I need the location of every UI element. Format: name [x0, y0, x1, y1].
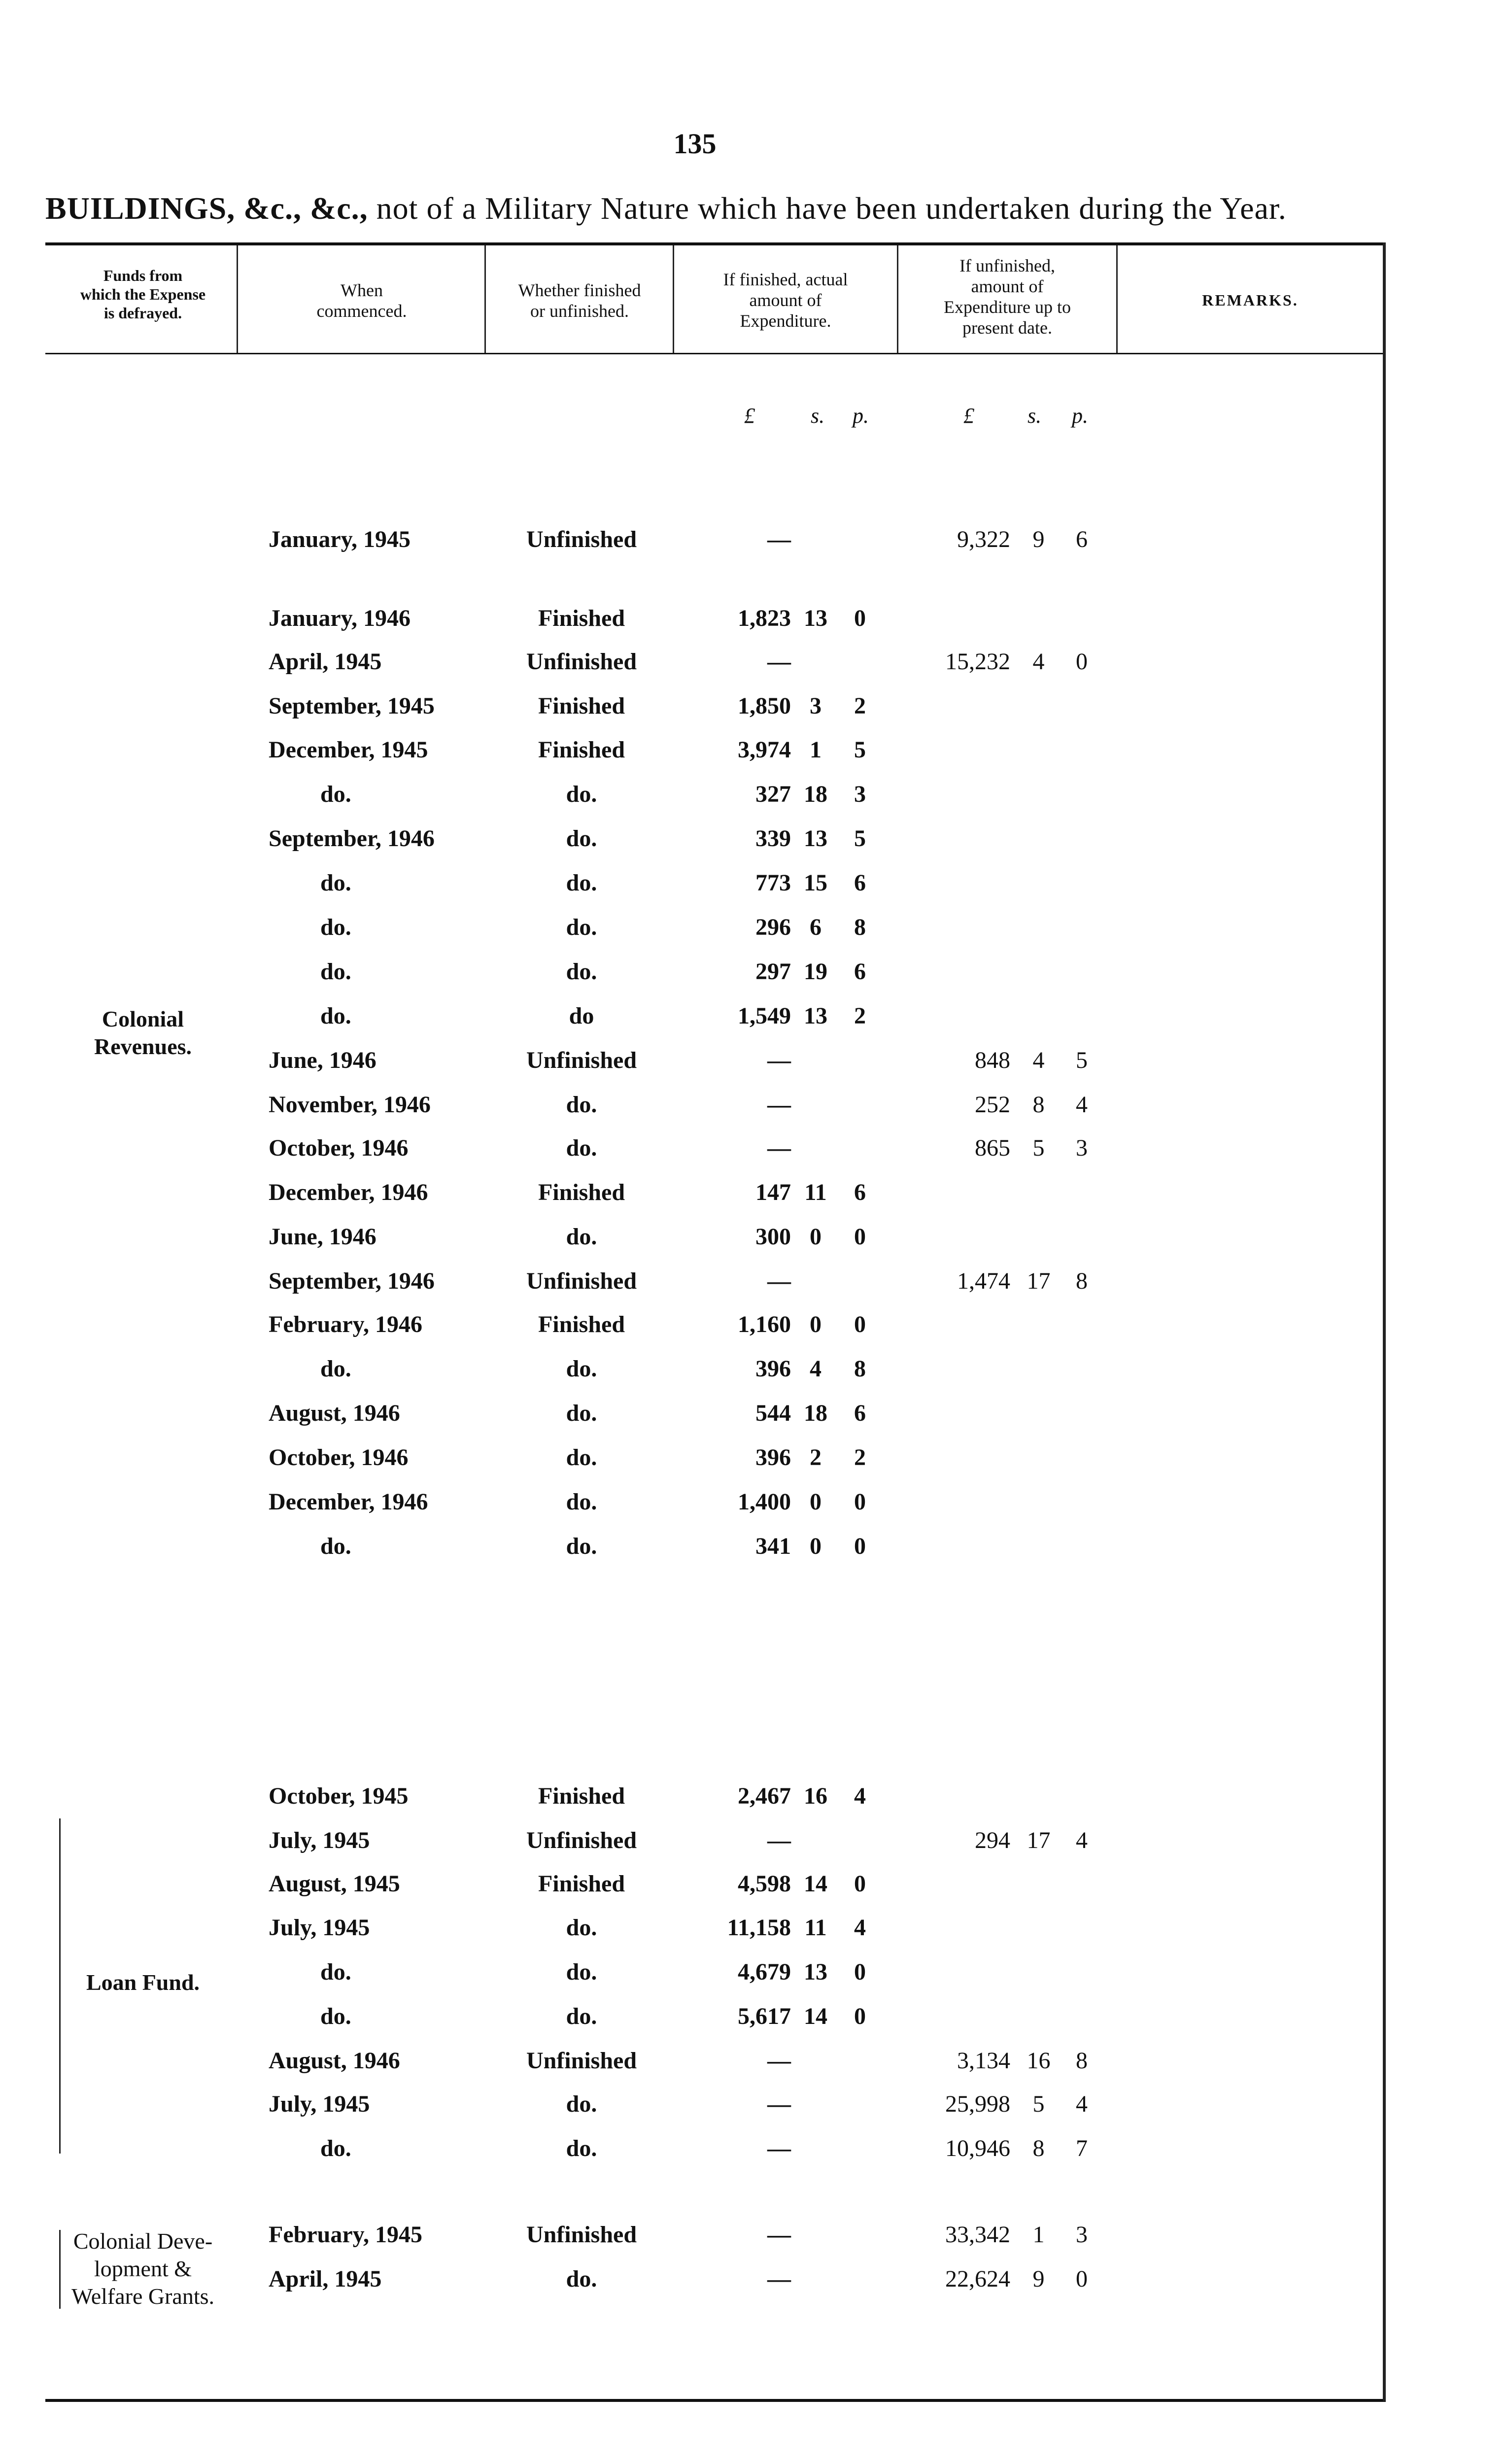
cell-fin-pence: 0 [854, 1224, 866, 1250]
cell-unf-pence: 3 [1076, 2222, 1088, 2248]
cell-fin-shillings: 0 [810, 1224, 822, 1250]
cell-when: do. [320, 1356, 351, 1382]
table-row [0, 1347, 1507, 1391]
table-row [0, 1818, 1507, 1863]
header-finished-line1: If finished, actual [723, 270, 848, 289]
cell-status: do. [566, 1959, 597, 1985]
header-status [486, 280, 673, 321]
cell-status: do. [566, 1533, 597, 1559]
cell-unf-shillings: 16 [1027, 2048, 1051, 2074]
cell-fin-shillings: 14 [804, 2003, 827, 2029]
cell-fin-pounds: — [767, 1092, 791, 1118]
cell-fin-pounds: 296 [755, 914, 791, 940]
cell-fin-shillings: 13 [804, 825, 827, 852]
cell-fin-pence: 2 [854, 1444, 866, 1471]
title-bold: BUILDINGS, &c., &c., [45, 191, 368, 226]
cell-when: October, 1945 [269, 1783, 409, 1809]
header-unfinished-line3: Expenditure up to [944, 297, 1071, 317]
cell-status: do. [566, 870, 597, 896]
header-finished-line3: Expenditure. [740, 311, 831, 331]
cell-when: December, 1946 [269, 1489, 428, 1515]
cell-when: August, 1945 [269, 1871, 400, 1897]
cell-when: July, 1945 [269, 2091, 370, 2117]
cell-fin-pounds: 4,679 [738, 1959, 791, 1985]
cell-status: do. [566, 1915, 597, 1941]
cell-fin-pounds: 339 [755, 825, 791, 852]
cell-status: Finished [538, 605, 625, 631]
cell-unf-shillings: 4 [1032, 649, 1045, 675]
cell-fin-pounds: 1,549 [738, 1003, 791, 1029]
cell-fin-pence: 4 [854, 1783, 866, 1809]
cell-status: Unfinished [526, 2222, 637, 2248]
group-cdw-line1: Colonial Deve- [73, 2228, 213, 2254]
cell-fin-pence: 3 [854, 781, 866, 807]
cell-status: do. [566, 914, 597, 940]
unit-shillings-unfinished: s. [1028, 404, 1042, 428]
cell-fin-pounds: 341 [755, 1533, 791, 1559]
cell-status: do. [566, 1092, 597, 1118]
cell-fin-pence: 6 [854, 958, 866, 985]
table-row [0, 2082, 1507, 2126]
table-row [0, 1480, 1507, 1524]
cell-status: Finished [538, 1311, 625, 1337]
cell-fin-pence: 0 [854, 1489, 866, 1515]
group-colonial-revenues-line2: Revenues. [94, 1034, 192, 1059]
cell-when: January, 1945 [269, 526, 411, 552]
table-row [0, 1906, 1507, 1950]
header-unfinished-amount [898, 255, 1116, 338]
cell-when: do. [320, 2135, 351, 2161]
cell-fin-shillings: 0 [810, 1533, 822, 1559]
cell-fin-shillings: 18 [804, 1400, 827, 1426]
unit-pence-unfinished: p. [1072, 404, 1088, 428]
cell-status: do. [566, 1400, 597, 1426]
cell-fin-pence: 0 [854, 1533, 866, 1559]
group-loan-fund: Loan Fund. [86, 1970, 200, 1995]
cell-status: do. [566, 2091, 597, 2117]
cell-unf-pounds: 865 [975, 1135, 1010, 1161]
cell-unf-pounds: 9,322 [957, 526, 1010, 552]
cell-unf-shillings: 5 [1032, 1135, 1045, 1161]
cell-status: do. [566, 781, 597, 807]
cell-fin-shillings: 13 [804, 1959, 827, 1985]
group-cdw-line2: lopment & [94, 2256, 192, 2281]
header-status-line1: Whether finished [518, 280, 641, 300]
table-row [0, 2039, 1507, 2083]
cell-fin-pounds: 396 [755, 1444, 791, 1471]
table-top-rule [45, 242, 1386, 245]
cell-status: do. [566, 2003, 597, 2029]
cell-fin-pounds: 3,974 [738, 737, 791, 763]
table-row [0, 596, 1507, 641]
cell-fin-pounds: — [767, 2048, 791, 2074]
cell-unf-pence: 5 [1076, 1047, 1088, 1073]
cell-fin-pence: 0 [854, 1871, 866, 1897]
cell-fin-pence: 2 [854, 693, 866, 719]
cell-fin-pence: 5 [854, 737, 866, 763]
table-row [0, 1083, 1507, 1127]
cell-fin-pence: 4 [854, 1915, 866, 1941]
unit-pence-finished: p. [853, 404, 869, 428]
cell-unf-pence: 0 [1076, 649, 1088, 675]
cell-unf-pence: 4 [1076, 1092, 1088, 1118]
cell-fin-shillings: 6 [810, 914, 822, 940]
table-row [0, 1436, 1507, 1480]
table-row [0, 517, 1507, 562]
cell-status: Unfinished [526, 2048, 637, 2074]
group-cdw-line3: Welfare Grants. [71, 2284, 215, 2309]
header-finished-amount [674, 269, 897, 331]
cell-status: do. [566, 1224, 597, 1250]
cell-fin-pence: 5 [854, 825, 866, 852]
cell-fin-pounds: — [767, 1268, 791, 1294]
header-finished-line2: amount of [749, 290, 822, 310]
table-row [0, 2257, 1507, 2301]
cell-when: November, 1946 [269, 1092, 431, 1118]
cell-unf-pence: 6 [1076, 526, 1088, 552]
cell-when: February, 1945 [269, 2222, 422, 2248]
header-when-line1: When [341, 280, 383, 300]
cell-fin-pounds: 11,158 [727, 1915, 791, 1941]
cell-unf-pounds: 252 [975, 1092, 1010, 1118]
cell-when: do. [320, 1003, 351, 1029]
table-row [0, 772, 1507, 817]
cell-fin-shillings: 19 [804, 958, 827, 985]
cell-fin-shillings: 11 [804, 1915, 827, 1941]
cell-when: September, 1945 [269, 693, 435, 719]
cell-status: Finished [538, 1783, 625, 1809]
cell-status: Unfinished [526, 1268, 637, 1294]
table-row [0, 2213, 1507, 2257]
cell-when: September, 1946 [269, 1268, 435, 1294]
cell-fin-pounds: 544 [755, 1400, 791, 1426]
header-when-line2: commenced. [316, 301, 407, 321]
cell-status: do. [566, 825, 597, 852]
cell-unf-pounds: 848 [975, 1047, 1010, 1073]
cell-when: do. [320, 1533, 351, 1559]
header-funds-line1: Funds from [103, 267, 183, 284]
cell-status: Unfinished [526, 1827, 637, 1853]
cell-unf-shillings: 9 [1032, 526, 1045, 552]
cell-unf-pence: 4 [1076, 1827, 1088, 1853]
table-row [0, 1524, 1507, 1569]
cell-unf-shillings: 4 [1032, 1047, 1045, 1073]
cell-fin-shillings: 18 [804, 781, 827, 807]
header-unfinished-line2: amount of [971, 276, 1044, 296]
cell-when: February, 1946 [269, 1311, 422, 1337]
cell-fin-shillings: 0 [810, 1489, 822, 1515]
cell-when: do. [320, 870, 351, 896]
cell-fin-pounds: — [767, 1047, 791, 1073]
cell-unf-pounds: 294 [975, 1827, 1010, 1853]
cell-when: December, 1945 [269, 737, 428, 763]
cell-status: do. [566, 1356, 597, 1382]
header-remarks: REMARKS. [1202, 291, 1299, 309]
cell-unf-pounds: 10,946 [945, 2135, 1010, 2161]
table-row [0, 728, 1507, 772]
header-unfinished-line1: If unfinished, [959, 256, 1055, 275]
table-row [0, 1994, 1507, 2039]
table-row [0, 2126, 1507, 2171]
cell-fin-pounds: 396 [755, 1356, 791, 1382]
cell-fin-pence: 0 [854, 1311, 866, 1337]
cell-fin-pounds: — [767, 1135, 791, 1161]
cell-when: October, 1946 [269, 1135, 409, 1161]
cell-when: October, 1946 [269, 1444, 409, 1471]
cell-unf-pence: 8 [1076, 2048, 1088, 2074]
header-when [239, 280, 484, 321]
cell-status: do. [566, 1135, 597, 1161]
cell-fin-pounds: 1,400 [738, 1489, 791, 1515]
cell-fin-pounds: — [767, 649, 791, 675]
cell-unf-pence: 4 [1076, 2091, 1088, 2117]
cell-when: June, 1946 [269, 1047, 377, 1073]
table-row [0, 684, 1507, 728]
cell-unf-pence: 3 [1076, 1135, 1088, 1161]
cell-fin-pence: 0 [854, 1959, 866, 1985]
cell-status: do. [566, 1444, 597, 1471]
cell-fin-pounds: — [767, 526, 791, 552]
cell-fin-pence: 2 [854, 1003, 866, 1029]
table-header-rule [45, 353, 1386, 354]
cell-fin-shillings: 2 [810, 1444, 822, 1471]
cell-fin-shillings: 11 [804, 1179, 827, 1205]
cell-status: do. [566, 1489, 597, 1515]
cell-when: January, 1946 [269, 605, 411, 631]
cell-when: do. [320, 781, 351, 807]
cell-when: April, 1945 [269, 2266, 382, 2292]
cell-when: August, 1946 [269, 1400, 400, 1426]
cell-unf-pounds: 1,474 [957, 1268, 1010, 1294]
page-title [45, 190, 1445, 227]
cell-unf-pence: 0 [1076, 2266, 1088, 2292]
table-row [0, 1862, 1507, 1906]
cell-unf-shillings: 17 [1027, 1268, 1051, 1294]
cell-fin-pounds: — [767, 1827, 791, 1853]
cell-fin-pence: 0 [854, 2003, 866, 2029]
cell-when: July, 1945 [269, 1915, 370, 1941]
table-bottom-rule [45, 2399, 1386, 2402]
cell-fin-pounds: 5,617 [738, 2003, 791, 2029]
cell-status: Unfinished [526, 649, 637, 675]
cell-when: do. [320, 1959, 351, 1985]
cell-unf-pounds: 3,134 [957, 2048, 1010, 2074]
cell-fin-shillings: 0 [810, 1311, 822, 1337]
cell-fin-shillings: 14 [804, 1871, 827, 1897]
table-row [0, 994, 1507, 1038]
cell-fin-pounds: — [767, 2135, 791, 2161]
cell-status: Unfinished [526, 526, 637, 552]
cell-fin-pence: 6 [854, 1179, 866, 1205]
header-funds-line3: is defrayed. [103, 304, 182, 322]
page-number: 135 [673, 128, 717, 160]
table-row [0, 1038, 1507, 1083]
cell-status: do. [566, 958, 597, 985]
cell-fin-pounds: — [767, 2091, 791, 2117]
cell-status: Unfinished [526, 1047, 637, 1073]
cell-unf-shillings: 9 [1032, 2266, 1045, 2292]
cell-unf-shillings: 8 [1032, 2135, 1045, 2161]
cell-when: September, 1946 [269, 825, 435, 852]
cell-fin-pence: 8 [854, 914, 866, 940]
col-divider-funds [237, 245, 238, 353]
cell-unf-pounds: 15,232 [945, 649, 1010, 675]
header-status-line2: or unfinished. [530, 301, 629, 321]
cell-status: Finished [538, 737, 625, 763]
table-row [0, 905, 1507, 950]
cell-status: do. [566, 2266, 597, 2292]
table-row [0, 1391, 1507, 1436]
cell-status: do. [566, 2135, 597, 2161]
cell-fin-pounds: 4,598 [738, 1871, 791, 1897]
title-rest: not of a Military Nature which have been undertaken during the Year. [376, 191, 1287, 226]
table-row [0, 640, 1507, 684]
cell-fin-pounds: — [767, 2266, 791, 2292]
group-colonial-revenues-line1: Colonial [102, 1006, 184, 1031]
table-row [0, 1774, 1507, 1818]
cell-fin-shillings: 15 [804, 870, 827, 896]
unit-pounds-unfinished: £ [963, 404, 974, 428]
cell-unf-shillings: 8 [1032, 1092, 1045, 1118]
cell-unf-shillings: 1 [1032, 2222, 1045, 2248]
cell-fin-pence: 6 [854, 870, 866, 896]
cell-when: July, 1945 [269, 1827, 370, 1853]
cell-fin-pence: 6 [854, 1400, 866, 1426]
cell-fin-pounds: 327 [755, 781, 791, 807]
cell-fin-shillings: 3 [810, 693, 822, 719]
cell-when: December, 1946 [269, 1179, 428, 1205]
cell-unf-pounds: 33,342 [945, 2222, 1010, 2248]
cell-fin-pounds: 773 [755, 870, 791, 896]
cell-when: do. [320, 958, 351, 985]
cell-when: June, 1946 [269, 1224, 377, 1250]
cell-fin-shillings: 16 [804, 1783, 827, 1809]
cell-unf-pounds: 22,624 [945, 2266, 1010, 2292]
table-row [0, 950, 1507, 994]
unit-shillings-finished: s. [811, 404, 825, 428]
table-row [0, 1302, 1507, 1347]
cell-unf-shillings: 5 [1032, 2091, 1045, 2117]
cell-fin-pounds: — [767, 2222, 791, 2248]
cell-status: do [569, 1003, 594, 1029]
header-funds-line2: which the Expense [80, 285, 206, 303]
cell-fin-shillings: 13 [804, 605, 827, 631]
cell-when: do. [320, 2003, 351, 2029]
table-row [0, 1215, 1507, 1259]
cell-when: do. [320, 914, 351, 940]
cell-fin-pounds: 2,467 [738, 1783, 791, 1809]
cell-fin-shillings: 1 [810, 737, 822, 763]
header-unfinished-line4: present date. [962, 318, 1052, 338]
table-row [0, 1170, 1507, 1215]
table-row [0, 817, 1507, 861]
cell-unf-pence: 7 [1076, 2135, 1088, 2161]
cell-fin-pence: 0 [854, 605, 866, 631]
cell-status: Finished [538, 693, 625, 719]
cell-when: April, 1945 [269, 649, 382, 675]
cell-fin-pounds: 1,850 [738, 693, 791, 719]
table-row [0, 1259, 1507, 1303]
table-row [0, 1950, 1507, 1994]
cell-fin-pounds: 1,160 [738, 1311, 791, 1337]
cell-unf-pence: 8 [1076, 1268, 1088, 1294]
cell-fin-pounds: 300 [755, 1224, 791, 1250]
header-funds [49, 266, 237, 322]
cell-fin-pounds: 147 [755, 1179, 791, 1205]
cell-unf-pounds: 25,998 [945, 2091, 1010, 2117]
table-row [0, 861, 1507, 905]
cell-status: Finished [538, 1871, 625, 1897]
table-row [0, 1126, 1507, 1170]
cell-unf-shillings: 17 [1027, 1827, 1051, 1853]
cell-fin-pounds: 297 [755, 958, 791, 985]
cell-fin-pence: 8 [854, 1356, 866, 1382]
cell-status: Finished [538, 1179, 625, 1205]
unit-pounds-finished: £ [744, 404, 755, 428]
cell-fin-shillings: 4 [810, 1356, 822, 1382]
cell-fin-shillings: 13 [804, 1003, 827, 1029]
cell-fin-pounds: 1,823 [738, 605, 791, 631]
cell-when: August, 1946 [269, 2048, 400, 2074]
